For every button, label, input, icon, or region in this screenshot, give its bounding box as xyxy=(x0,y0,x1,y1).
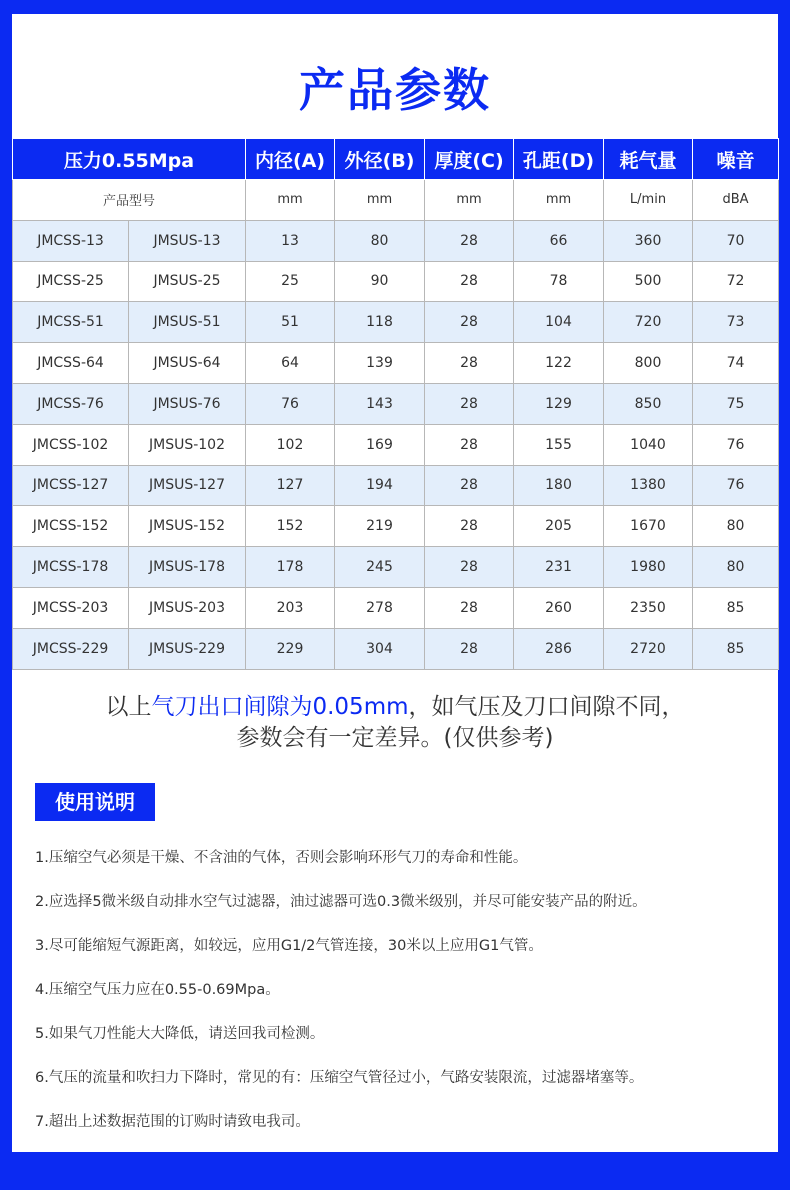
table-cell: 13 xyxy=(246,220,335,261)
header-cell: 压力0.55Mpa xyxy=(13,139,246,180)
note-prefix: 以上 xyxy=(105,694,152,720)
table-row xyxy=(13,506,779,547)
table-cell: 205 xyxy=(514,506,604,547)
header-cell: 耗气量 xyxy=(604,139,693,180)
usage-item: 1.压缩空气必须是干燥、不含油的气体，否则会影响环形气刀的寿命和性能。 xyxy=(35,850,528,866)
gap-note xyxy=(12,692,778,754)
table-units-row xyxy=(13,180,779,221)
table-cell: 194 xyxy=(335,465,425,506)
table-cell: 169 xyxy=(335,424,425,465)
units-cell: mm xyxy=(514,180,604,221)
table-cell: 304 xyxy=(335,628,425,669)
table-cell: 278 xyxy=(335,587,425,628)
usage-item: 5.如果气刀性能大大降低，请送回我司检测。 xyxy=(35,1026,325,1042)
header-cell: 外径(B) xyxy=(335,139,425,180)
table-cell: 155 xyxy=(514,424,604,465)
note-line-2: 参数会有一定差异。(仅供参考) xyxy=(236,725,554,751)
table-cell: 28 xyxy=(425,343,514,384)
table-row xyxy=(13,465,779,506)
table-cell: 28 xyxy=(425,587,514,628)
table-cell: 1670 xyxy=(604,506,693,547)
table-header-row xyxy=(13,139,779,180)
table-cell: 51 xyxy=(246,302,335,343)
table-cell: 85 xyxy=(693,628,779,669)
usage-item: 2.应选择5微米级自动排水空气过滤器，油过滤器可选0.3微米级别，并尽可能安装产品的附近。 xyxy=(35,894,647,910)
table-cell: 78 xyxy=(514,261,604,302)
table-row xyxy=(13,261,779,302)
units-cell: 产品型号 xyxy=(13,180,246,221)
table-cell: 178 xyxy=(246,547,335,588)
table-cell: JMCSS-127 xyxy=(13,465,129,506)
table-cell: JMSUS-51 xyxy=(129,302,246,343)
table-row xyxy=(13,628,779,669)
table-cell: 72 xyxy=(693,261,779,302)
table-cell: 28 xyxy=(425,547,514,588)
units-cell: mm xyxy=(425,180,514,221)
usage-list xyxy=(35,844,765,1152)
table-cell: JMCSS-178 xyxy=(13,547,129,588)
table-cell: JMSUS-76 xyxy=(129,383,246,424)
table-row xyxy=(13,302,779,343)
table-cell: JMCSS-203 xyxy=(13,587,129,628)
usage-item: 4.压缩空气压力应在0.55-0.69Mpa。 xyxy=(35,982,280,998)
header-cell: 厚度(C) xyxy=(425,139,514,180)
table-cell: 28 xyxy=(425,465,514,506)
table-cell: JMSUS-152 xyxy=(129,506,246,547)
units-cell: dBA xyxy=(693,180,779,221)
table-cell: JMSUS-229 xyxy=(129,628,246,669)
table-cell: JMCSS-102 xyxy=(13,424,129,465)
table-cell: 1980 xyxy=(604,547,693,588)
table-body xyxy=(13,220,779,669)
table-cell: 180 xyxy=(514,465,604,506)
usage-item: 6.气压的流量和吹扫力下降时，常见的有：压缩空气管径过小，气路安装限流，过滤器堵塞等。 xyxy=(35,1070,644,1086)
page-title: 产品参数 xyxy=(299,63,491,117)
table-cell: 85 xyxy=(693,587,779,628)
table-cell: 28 xyxy=(425,506,514,547)
table-cell: JMCSS-13 xyxy=(13,220,129,261)
units-cell: mm xyxy=(246,180,335,221)
table-cell: JMCSS-64 xyxy=(13,343,129,384)
table-cell: 74 xyxy=(693,343,779,384)
table-cell: JMSUS-13 xyxy=(129,220,246,261)
table-cell: 260 xyxy=(514,587,604,628)
header-cell: 噪音 xyxy=(693,139,779,180)
table-cell: 1040 xyxy=(604,424,693,465)
table-cell: 129 xyxy=(514,383,604,424)
table-cell: 28 xyxy=(425,383,514,424)
note-suffix: ，如气压及刀口间隙不同， xyxy=(408,694,685,720)
table-cell: 143 xyxy=(335,383,425,424)
table-cell: 231 xyxy=(514,547,604,588)
spec-table xyxy=(12,138,779,670)
header-cell: 内径(A) xyxy=(246,139,335,180)
table-cell: 127 xyxy=(246,465,335,506)
usage-item: 3.尽可能缩短气源距离，如较远，应用G1/2气管连接，30米以上应用G1气管。 xyxy=(35,938,543,954)
table-row xyxy=(13,383,779,424)
table-cell: JMCSS-229 xyxy=(13,628,129,669)
table-cell: 800 xyxy=(604,343,693,384)
table-cell: 2350 xyxy=(604,587,693,628)
table-cell: 720 xyxy=(604,302,693,343)
table-cell: 245 xyxy=(335,547,425,588)
table-cell: JMSUS-102 xyxy=(129,424,246,465)
table-cell: 1380 xyxy=(604,465,693,506)
note-highlight: 气刀出口间隙为0.05mm xyxy=(151,694,409,720)
table-cell: 118 xyxy=(335,302,425,343)
table-cell: 80 xyxy=(693,547,779,588)
table-cell: 70 xyxy=(693,220,779,261)
table-cell: JMSUS-127 xyxy=(129,465,246,506)
header-cell: 孔距(D) xyxy=(514,139,604,180)
table-cell: 2720 xyxy=(604,628,693,669)
table-cell: 28 xyxy=(425,628,514,669)
table-cell: 66 xyxy=(514,220,604,261)
table-cell: 28 xyxy=(425,261,514,302)
units-cell: L/min xyxy=(604,180,693,221)
table-row xyxy=(13,343,779,384)
units-cell: mm xyxy=(335,180,425,221)
table-cell: 90 xyxy=(335,261,425,302)
table-row xyxy=(13,220,779,261)
table-cell: 25 xyxy=(246,261,335,302)
table-cell: 73 xyxy=(693,302,779,343)
table-row xyxy=(13,587,779,628)
table-cell: 102 xyxy=(246,424,335,465)
table-cell: 76 xyxy=(693,465,779,506)
table-cell: JMSUS-64 xyxy=(129,343,246,384)
table-cell: 219 xyxy=(335,506,425,547)
note-line-1 xyxy=(12,692,778,723)
table-cell: 360 xyxy=(604,220,693,261)
table-cell: JMCSS-152 xyxy=(13,506,129,547)
table-cell: 203 xyxy=(246,587,335,628)
table-cell: 75 xyxy=(693,383,779,424)
table-cell: 64 xyxy=(246,343,335,384)
table-cell: JMSUS-178 xyxy=(129,547,246,588)
content-panel xyxy=(12,14,778,1152)
table-cell: 229 xyxy=(246,628,335,669)
table-cell: 28 xyxy=(425,220,514,261)
table-cell: JMSUS-25 xyxy=(129,261,246,302)
table-cell: 80 xyxy=(335,220,425,261)
usage-item: 7.超出上述数据范围的订购时请致电我司。 xyxy=(35,1114,310,1130)
table-cell: 850 xyxy=(604,383,693,424)
table-cell: JMCSS-76 xyxy=(13,383,129,424)
table-cell: 76 xyxy=(246,383,335,424)
table-cell: JMSUS-203 xyxy=(129,587,246,628)
usage-title: 使用说明 xyxy=(35,783,155,821)
table-cell: 28 xyxy=(425,424,514,465)
table-cell: 152 xyxy=(246,506,335,547)
table-row xyxy=(13,547,779,588)
table-cell: 80 xyxy=(693,506,779,547)
table-cell: 286 xyxy=(514,628,604,669)
table-row xyxy=(13,424,779,465)
table-cell: 122 xyxy=(514,343,604,384)
table-cell: 500 xyxy=(604,261,693,302)
table-cell: 76 xyxy=(693,424,779,465)
table-cell: 139 xyxy=(335,343,425,384)
table-cell: JMCSS-51 xyxy=(13,302,129,343)
table-cell: JMCSS-25 xyxy=(13,261,129,302)
table-cell: 28 xyxy=(425,302,514,343)
table-cell: 104 xyxy=(514,302,604,343)
